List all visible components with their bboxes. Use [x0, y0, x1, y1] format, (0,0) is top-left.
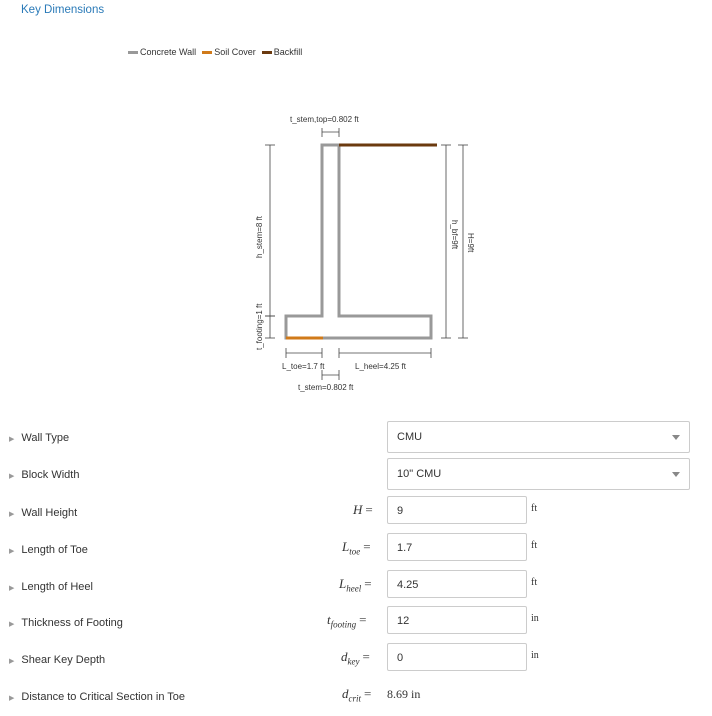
expand-triangle-icon[interactable]: ▶ — [9, 658, 15, 665]
wall-height-input[interactable]: 9 — [387, 496, 527, 524]
thickness-footing-input[interactable]: 12 — [387, 606, 527, 634]
legend-label: Backfill — [273, 47, 303, 57]
wall-height-unit: ft — [531, 503, 538, 514]
symbol-sub: footing — [330, 619, 357, 630]
symbol-main: d — [342, 686, 349, 701]
row-critical-section — [0, 680, 712, 716]
row-thickness-footing — [0, 606, 712, 642]
concrete-wall-outline — [286, 145, 431, 338]
equals-sign: = — [364, 686, 372, 701]
label-t-stem-top: t_stem,top=0.802 ft — [290, 115, 359, 124]
label-h-bf: h_bf=9ft — [450, 220, 459, 250]
expand-triangle-icon[interactable]: ▶ — [9, 585, 15, 592]
length-toe-label[interactable] — [9, 544, 88, 556]
row-length-heel — [0, 570, 712, 606]
critical-section-symbol — [342, 686, 371, 704]
label-h-stem: h_stem=8 ft — [255, 215, 264, 258]
row-shear-key — [0, 643, 712, 679]
length-toe-input[interactable]: 1.7 — [387, 533, 527, 561]
symbol-sub: crit — [348, 693, 361, 704]
wall-height-symbol — [353, 502, 373, 518]
dim-l-heel — [339, 348, 431, 358]
symbol-main: H — [353, 502, 363, 517]
block-width-text: Block Width — [21, 469, 80, 481]
expand-triangle-icon[interactable]: ▶ — [9, 511, 15, 518]
wall-type-label[interactable] — [9, 432, 69, 444]
symbol-main: d — [341, 649, 348, 664]
shear-key-input[interactable]: 0 — [387, 643, 527, 671]
shear-key-symbol — [341, 649, 370, 667]
critical-section-value: 8.69 in — [387, 687, 421, 701]
label-l-toe: L_toe=1.7 ft — [282, 362, 325, 371]
symbol-sub: key — [347, 656, 360, 667]
symbol-main: t — [327, 612, 331, 627]
block-width-select[interactable] — [387, 458, 690, 490]
expand-triangle-icon[interactable]: ▶ — [9, 695, 15, 702]
row-block-width — [0, 458, 712, 494]
legend-label: Concrete Wall — [140, 47, 197, 57]
dim-t-footing — [265, 316, 275, 338]
wall-height-label[interactable] — [9, 507, 77, 519]
label-l-heel: L_heel=4.25 ft — [355, 362, 406, 371]
equals-sign: = — [365, 502, 373, 517]
length-heel-label[interactable] — [9, 581, 93, 593]
wall-type-select[interactable] — [387, 421, 690, 453]
critical-section-label[interactable] — [9, 691, 185, 703]
dropdown-caret-icon — [672, 435, 680, 440]
row-length-toe — [0, 533, 712, 569]
length-heel-symbol — [339, 576, 372, 594]
label-H: H=9ft — [466, 233, 475, 253]
thickness-footing-text: Thickness of Footing — [21, 617, 123, 629]
key-dimensions-link[interactable]: Key Dimensions — [21, 4, 105, 16]
thickness-footing-symbol — [327, 612, 366, 630]
length-heel-text: Length of Heel — [21, 581, 93, 593]
label-t-footing: t_footing=1 ft — [255, 303, 264, 350]
wall-type-value: CMU — [397, 431, 423, 443]
equals-sign: = — [359, 612, 367, 627]
length-heel-unit: ft — [531, 577, 538, 588]
thickness-footing-unit: in — [531, 613, 539, 624]
dim-h-stem — [265, 145, 275, 316]
shear-key-text: Shear Key Depth — [21, 654, 106, 666]
dim-h-bf — [441, 145, 451, 338]
block-width-label[interactable] — [9, 469, 79, 481]
dim-l-toe — [286, 348, 322, 358]
row-wall-type — [0, 421, 712, 457]
block-width-value: 10" CMU — [397, 468, 442, 480]
wall-height-text: Wall Height — [21, 507, 78, 519]
length-toe-symbol — [342, 539, 371, 557]
row-wall-height — [0, 496, 712, 532]
expand-triangle-icon[interactable]: ▶ — [9, 621, 15, 628]
expand-triangle-icon[interactable]: ▶ — [9, 548, 15, 555]
dropdown-caret-icon — [672, 472, 680, 477]
shear-key-unit: in — [531, 650, 539, 661]
equals-sign: = — [362, 649, 370, 664]
symbol-sub: heel — [346, 583, 362, 594]
equals-sign: = — [364, 576, 372, 591]
length-heel-input[interactable]: 4.25 — [387, 570, 527, 598]
legend-label: Soil Cover — [214, 47, 256, 57]
length-toe-text: Length of Toe — [21, 544, 88, 556]
label-t-stem: t_stem=0.802 ft — [298, 383, 354, 392]
equals-sign: = — [363, 539, 371, 554]
symbol-main: L — [342, 539, 350, 554]
length-toe-unit: ft — [531, 540, 538, 551]
thickness-footing-label[interactable] — [9, 617, 123, 629]
symbol-main: L — [339, 576, 347, 591]
wall-type-text: Wall Type — [21, 432, 70, 444]
dim-t-stem-top — [322, 128, 339, 137]
symbol-sub: toe — [349, 546, 361, 557]
shear-key-label[interactable] — [9, 654, 105, 666]
expand-triangle-icon[interactable]: ▶ — [9, 436, 15, 443]
dim-t-stem — [322, 370, 339, 380]
critical-section-text: Distance to Critical Section in Toe — [21, 691, 186, 703]
expand-triangle-icon[interactable]: ▶ — [9, 473, 15, 480]
